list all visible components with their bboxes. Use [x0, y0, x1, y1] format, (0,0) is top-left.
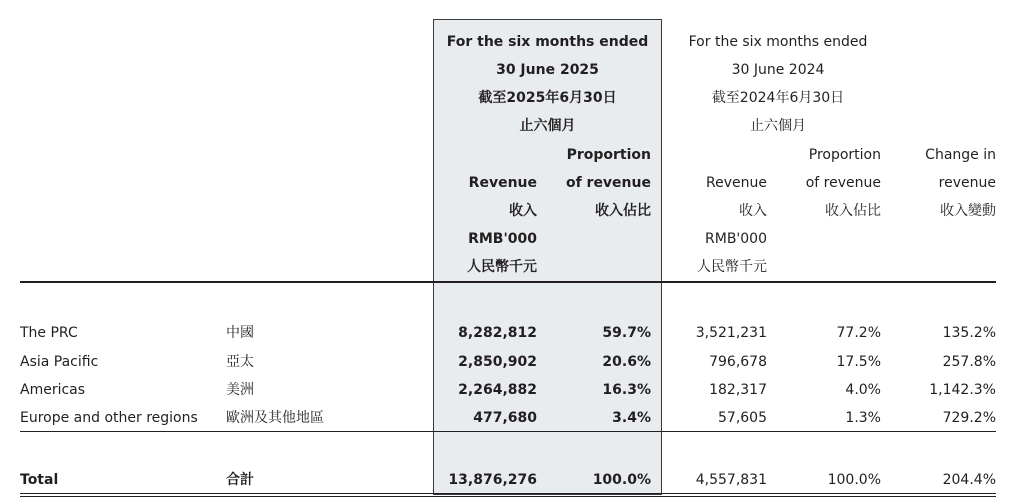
total-revenue-2024: 4,557,831 [695, 472, 767, 488]
current-proportion-label-zh: 收入佔比 [595, 203, 651, 219]
current-period-heading-zh-2: 止六個月 [519, 118, 576, 134]
total-proportion-2025: 100.0% [592, 472, 651, 488]
current-period-heading-zh-1: 截至2025年6月30日 [478, 90, 617, 106]
prior-revenue-label-zh: 收入 [739, 203, 767, 219]
prior-period-heading-en-1: For the six months ended [688, 34, 868, 50]
change-label-1: Change in [925, 147, 996, 163]
current-proportion-label-2: of revenue [565, 175, 651, 191]
prior-proportion-label-1: Proportion [808, 147, 881, 163]
prior-period-heading-zh-1: 截至2024年6月30日 [711, 90, 845, 106]
revenue-change: 257.8% [942, 354, 996, 370]
proportion-2024: 4.0% [845, 382, 881, 398]
change-label-zh: 收入變動 [940, 203, 996, 219]
region-name-zh: 美洲 [226, 382, 254, 398]
current-revenue-label-en: Revenue [468, 175, 537, 191]
revenue-2024: 182,317 [709, 382, 767, 398]
proportion-2024: 77.2% [836, 325, 881, 341]
prior-proportion-label-zh: 收入佔比 [825, 203, 881, 219]
subtotal-rule [20, 431, 996, 432]
region-name-en: Asia Pacific [20, 354, 99, 370]
current-proportion-label-1: Proportion [566, 147, 651, 163]
proportion-2024: 17.5% [836, 354, 881, 370]
current-period-heading-en-1: For the six months ended [446, 34, 649, 50]
revenue-2024: 3,521,231 [695, 325, 767, 341]
prior-revenue-label-en: Revenue [706, 175, 767, 191]
total-proportion-2024: 100.0% [827, 472, 881, 488]
total-double-rule-bottom [20, 496, 996, 497]
total-revenue-change: 204.4% [942, 472, 996, 488]
proportion-2025: 20.6% [602, 354, 651, 370]
prior-proportion-label-2: of revenue [805, 175, 881, 191]
current-unit-en: RMB'000 [468, 231, 537, 247]
revenue-change: 729.2% [942, 410, 996, 426]
region-name-en: The PRC [20, 325, 78, 341]
region-name-en: Americas [20, 382, 86, 398]
revenue-2025: 477,680 [473, 410, 537, 426]
region-name-en: Europe and other regions [20, 410, 198, 426]
proportion-2025: 3.4% [612, 410, 651, 426]
total-label-zh: 合計 [226, 472, 254, 488]
current-revenue-label-zh: 收入 [509, 203, 537, 219]
prior-unit-zh: 人民幣千元 [697, 259, 767, 275]
current-unit-zh: 人民幣千元 [467, 259, 537, 275]
revenue-2025: 2,850,902 [458, 354, 537, 370]
prior-period-heading-en-2: 30 June 2024 [731, 62, 825, 78]
prior-period-heading-zh-2: 止六個月 [750, 118, 806, 134]
revenue-2025: 8,282,812 [458, 325, 537, 341]
revenue-2024: 796,678 [709, 354, 767, 370]
header-bottom-rule [20, 281, 996, 283]
change-label-2: revenue [938, 175, 996, 191]
revenue-2024: 57,605 [718, 410, 767, 426]
total-double-rule-top [20, 493, 996, 494]
total-label-en: Total [20, 472, 59, 488]
region-name-zh: 歐洲及其他地區 [226, 410, 324, 426]
region-name-zh: 中國 [226, 325, 254, 341]
revenue-change: 1,142.3% [929, 382, 996, 398]
total-revenue-2025: 13,876,276 [448, 472, 537, 488]
proportion-2025: 16.3% [602, 382, 651, 398]
revenue-change: 135.2% [942, 325, 996, 341]
prior-unit-en: RMB'000 [705, 231, 767, 247]
revenue-2025: 2,264,882 [458, 382, 537, 398]
proportion-2024: 1.3% [845, 410, 881, 426]
proportion-2025: 59.7% [602, 325, 651, 341]
region-name-zh: 亞太 [226, 354, 254, 370]
current-period-heading-en-2: 30 June 2025 [496, 62, 599, 78]
